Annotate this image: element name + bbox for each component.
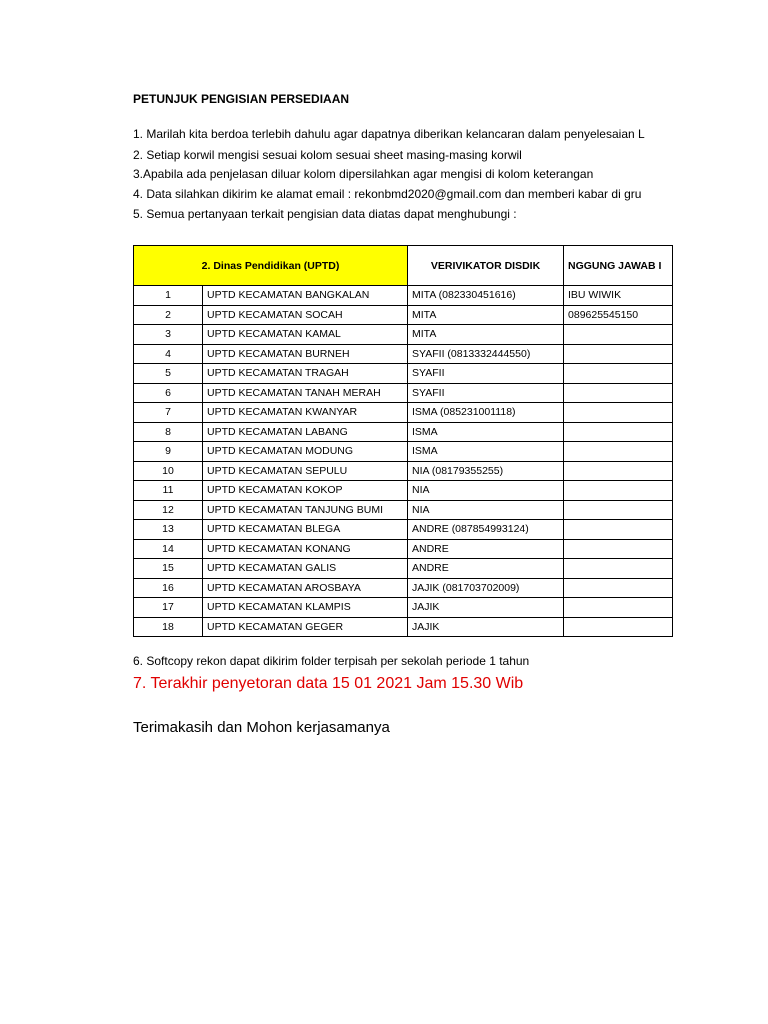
verifikator-name: NIA (08179355255)	[408, 461, 564, 481]
row-number: 9	[134, 442, 203, 462]
uptd-name: UPTD KECAMATAN SEPULU	[203, 461, 408, 481]
uptd-name: UPTD KECAMATAN LABANG	[203, 422, 408, 442]
header-dinas: 2. Dinas Pendidikan (UPTD)	[134, 246, 408, 286]
penanggung-jawab	[564, 617, 673, 637]
uptd-name: UPTD KECAMATAN TANAH MERAH	[203, 383, 408, 403]
closing-text: Terimakasih dan Mohon kerjasamanya	[133, 719, 390, 736]
verifikator-name: ISMA (085231001118)	[408, 403, 564, 423]
table-row	[134, 500, 673, 520]
penanggung-jawab	[564, 344, 673, 364]
table-row	[134, 383, 673, 403]
penanggung-jawab	[564, 422, 673, 442]
penanggung-jawab: IBU WIWIK	[564, 286, 673, 306]
instruction-4: 4. Data silahkan dikirim ke alamat email : rekonbmd2020@gmail.com dan memberi kabar di gru	[133, 187, 642, 201]
verifikator-name: ANDRE	[408, 539, 564, 559]
verifikator-name: MITA	[408, 325, 564, 345]
table-row	[134, 344, 673, 364]
table-row	[134, 442, 673, 462]
penanggung-jawab	[564, 442, 673, 462]
penanggung-jawab	[564, 578, 673, 598]
table-row	[134, 461, 673, 481]
document-title: PETUNJUK PENGISIAN PERSEDIAAN	[133, 92, 350, 106]
verifikator-name: MITA	[408, 305, 564, 325]
row-number: 3	[134, 325, 203, 345]
table-row	[134, 422, 673, 442]
row-number: 18	[134, 617, 203, 637]
instruction-1: 1. Marilah kita berdoa terlebih dahulu agar dapatnya diberikan kelancaran dalam penyelesaian L	[133, 127, 645, 141]
row-number: 12	[134, 500, 203, 520]
uptd-name: UPTD KECAMATAN KONANG	[203, 539, 408, 559]
verifikator-name: SYAFII	[408, 364, 564, 384]
header-verifikator: VERIVIKATOR DISDIK	[408, 246, 564, 286]
uptd-name: UPTD KECAMATAN AROSBAYA	[203, 578, 408, 598]
verifikator-name: SYAFII	[408, 383, 564, 403]
verifikator-name: NIA	[408, 481, 564, 501]
uptd-name: UPTD KECAMATAN TRAGAH	[203, 364, 408, 384]
header-penanggung-jawab: NGGUNG JAWAB I	[564, 246, 673, 286]
row-number: 6	[134, 383, 203, 403]
row-number: 5	[134, 364, 203, 384]
table-row	[134, 617, 673, 637]
penanggung-jawab	[564, 364, 673, 384]
uptd-name: UPTD KECAMATAN GALIS	[203, 559, 408, 579]
table-row	[134, 539, 673, 559]
row-number: 8	[134, 422, 203, 442]
row-number: 13	[134, 520, 203, 540]
row-number: 16	[134, 578, 203, 598]
table-row	[134, 305, 673, 325]
row-number: 7	[134, 403, 203, 423]
table-row	[134, 364, 673, 384]
penanggung-jawab: 089625545150	[564, 305, 673, 325]
penanggung-jawab	[564, 383, 673, 403]
verifikator-name: ANDRE (087854993124)	[408, 520, 564, 540]
table-row	[134, 559, 673, 579]
verifikator-name: ISMA	[408, 442, 564, 462]
penanggung-jawab	[564, 520, 673, 540]
uptd-name: UPTD KECAMATAN SOCAH	[203, 305, 408, 325]
verifikator-name: JAJIK	[408, 617, 564, 637]
verifikator-name: ANDRE	[408, 559, 564, 579]
uptd-name: UPTD KECAMATAN BURNEH	[203, 344, 408, 364]
uptd-name: UPTD KECAMATAN MODUNG	[203, 442, 408, 462]
penanggung-jawab	[564, 461, 673, 481]
uptd-name: UPTD KECAMATAN BLEGA	[203, 520, 408, 540]
table-row	[134, 481, 673, 501]
verifikator-name: MITA (082330451616)	[408, 286, 564, 306]
table-row	[134, 598, 673, 618]
penanggung-jawab	[564, 403, 673, 423]
table-row	[134, 286, 673, 306]
verifikator-name: NIA	[408, 500, 564, 520]
verifikator-name: SYAFII (0813332444550)	[408, 344, 564, 364]
penanggung-jawab	[564, 481, 673, 501]
uptd-name: UPTD KECAMATAN TANJUNG BUMI	[203, 500, 408, 520]
note-7-deadline: 7. Terakhir penyetoran data 15 01 2021 Jam 15.30 Wib	[133, 675, 524, 692]
row-number: 1	[134, 286, 203, 306]
row-number: 15	[134, 559, 203, 579]
table-row	[134, 403, 673, 423]
table-row	[134, 578, 673, 598]
penanggung-jawab	[564, 500, 673, 520]
uptd-name: UPTD KECAMATAN KOKOP	[203, 481, 408, 501]
table-row	[134, 325, 673, 345]
note-6: 6. Softcopy rekon dapat dikirim folder terpisah per sekolah periode 1 tahun	[133, 654, 530, 668]
row-number: 10	[134, 461, 203, 481]
penanggung-jawab	[564, 598, 673, 618]
uptd-name: UPTD KECAMATAN KAMAL	[203, 325, 408, 345]
penanggung-jawab	[564, 559, 673, 579]
uptd-name: UPTD KECAMATAN KLAMPIS	[203, 598, 408, 618]
row-number: 4	[134, 344, 203, 364]
verifikator-name: JAJIK	[408, 598, 564, 618]
uptd-name: UPTD KECAMATAN BANGKALAN	[203, 286, 408, 306]
penanggung-jawab	[564, 325, 673, 345]
uptd-name: UPTD KECAMATAN KWANYAR	[203, 403, 408, 423]
table-row	[134, 520, 673, 540]
table-header-row	[134, 246, 673, 286]
row-number: 11	[134, 481, 203, 501]
instruction-5: 5. Semua pertanyaan terkait pengisian data diatas dapat menghubungi :	[133, 207, 517, 221]
penanggung-jawab	[564, 539, 673, 559]
row-number: 17	[134, 598, 203, 618]
verifikator-name: JAJIK (081703702009)	[408, 578, 564, 598]
row-number: 2	[134, 305, 203, 325]
instruction-3: 3.Apabila ada penjelasan diluar kolom dipersilahkan agar mengisi di kolom keterangan	[133, 167, 594, 181]
uptd-name: UPTD KECAMATAN GEGER	[203, 617, 408, 637]
instruction-2: 2. Setiap korwil mengisi sesuai kolom sesuai sheet masing-masing korwil	[133, 148, 522, 162]
verifikator-table	[133, 245, 673, 637]
verifikator-name: ISMA	[408, 422, 564, 442]
row-number: 14	[134, 539, 203, 559]
